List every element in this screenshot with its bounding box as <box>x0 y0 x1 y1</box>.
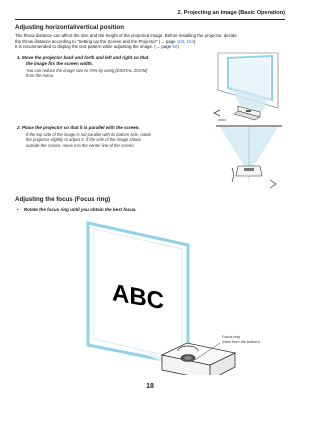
step-2-note <box>26 132 198 148</box>
step-1-line-1: 1. Move the projector back and forth and left and right so that <box>17 55 149 60</box>
intro-paragraph <box>15 33 287 50</box>
focus-ring-callout <box>222 335 260 344</box>
step-1-line-2: the image fits the screen width. <box>26 60 94 66</box>
bullet-mark: • <box>17 207 19 212</box>
step-1 <box>17 55 202 66</box>
chapter-title: 2. Projecting an Image (Basic Operation) <box>177 10 285 16</box>
callout-line-2: (view from the bottom) <box>222 339 260 344</box>
intro-line-2-text: the throw distance according to “Setting Up the Screen and the Projector” (→ page <box>15 38 177 44</box>
projector-top-view <box>236 166 262 176</box>
section-heading-focus: Adjusting the focus (Focus ring) <box>15 196 111 203</box>
page-link-92[interactable]: 92 <box>172 44 178 50</box>
rotate-arrow-icon <box>232 168 233 182</box>
step-2-note-line-3: outside the screen, move it to the center line of the screen. <box>26 142 135 148</box>
step-2-note-line-1: If the top side of the image is not parallel with its bottom side, rotate <box>26 132 151 137</box>
section-heading-position: Adjusting horizontal/vertical position <box>15 24 124 31</box>
arrow-left-icon <box>214 110 220 116</box>
page-link-104[interactable]: 104 <box>186 38 194 44</box>
page-link-103[interactable]: 103 <box>176 38 185 44</box>
focus-bullet-text: Rotate the focus ring until you obtain the best focus. <box>23 207 137 212</box>
focus-bullet-item <box>17 207 137 213</box>
focus-ring-icon[interactable] <box>181 355 195 362</box>
intro-line-2-close: ) <box>193 38 196 44</box>
intro-line-1: The throw distance can affect the size and the height of the projected image. Before installing the projector, decide <box>15 33 237 38</box>
intro-line-3 <box>15 44 287 50</box>
header-rule <box>15 19 285 20</box>
callout-line-1: Focus ring <box>222 335 240 339</box>
step-1-note-line-1: You can reduce the image size to 70% by using [DIGITAL ZOOM] <box>26 68 148 73</box>
intro-line-3-text: It is recommended to display the test pattern while adjusting the image. (→ page <box>15 44 173 50</box>
arrow-right-icon <box>270 180 276 188</box>
step-1-note <box>26 68 201 79</box>
intro-line-3-close: ) <box>177 44 179 50</box>
parallel-illustration <box>210 118 288 193</box>
link-separator: , <box>184 38 187 44</box>
focus-illustration <box>60 215 285 375</box>
position-illustration <box>200 50 288 125</box>
step-2-note-line-2: the projector slightly to adjust it. If the side of the image shows <box>26 137 142 143</box>
screen-text: ABC <box>112 279 164 316</box>
step-2: 2. Place the projector so that it is parallel with the screen. <box>17 125 140 130</box>
step-1-note-line-2: from the menu. <box>26 73 55 79</box>
page-number: 18 <box>146 383 154 390</box>
